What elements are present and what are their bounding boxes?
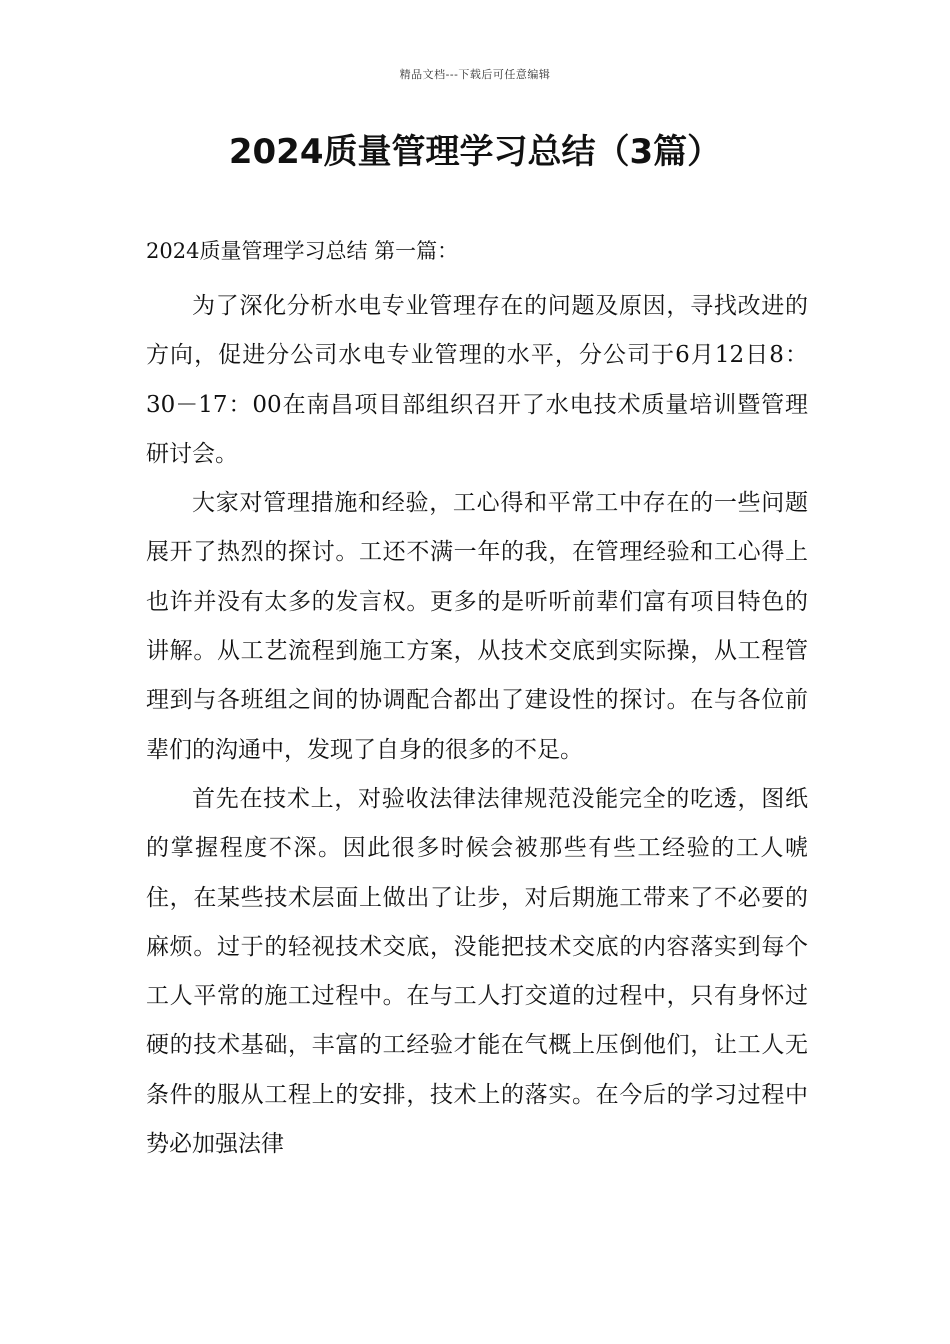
section-heading: 2024质量管理学习总结 第一篇： [146,239,459,263]
paragraph-3: 首先在技术上，对验收法律法律规范没能完全的吃透，图纸的掌握程度不深。因此很多时候会被那些有些工经验的工人唬住，在某些技术层面上做出了让步，对后期施工带来了不必要的麻烦。过于的轻视技术交底，没能把技术交底的内容落实到每个工人平常的施工过程中。在与工人打交道的过程中，只有身怀过硬的技术基础，丰富的工经验才能在气概上压倒他们，让工人无条件的服从工程上的安排，技术上的落实。在今后的学习过程中势必加强法律 [146,785,808,1158]
document-title: 2024质量管理学习总结（3篇） [228,132,722,172]
header-note: 精品文档---下载后可任意编辑 [399,68,551,81]
body-text [146,282,808,1169]
paragraph-2: 大家对管理措施和经验，工心得和平常工中存在的一些问题展开了热烈的探讨。工还不满一年的我，在管理经验和工心得上也许并没有太多的发言权。更多的是听听前辈们富有项目特色的讲解。从工艺流程到施工方案，从技术交底到实际操，从工程管理到与各班组之间的协调配合都出了建设性的探讨。在与各位前辈们的沟通中，发现了自身的很多的不足。 [146,490,808,763]
paragraph-1: 为了深化分析水电专业管理存在的问题及原因，寻找改进的方向，促进分公司水电专业管理的水平，分公司于6月12日8：30－17：00在南昌项目部组织召开了水电技术质量培训暨管理研讨会。 [146,293,808,467]
